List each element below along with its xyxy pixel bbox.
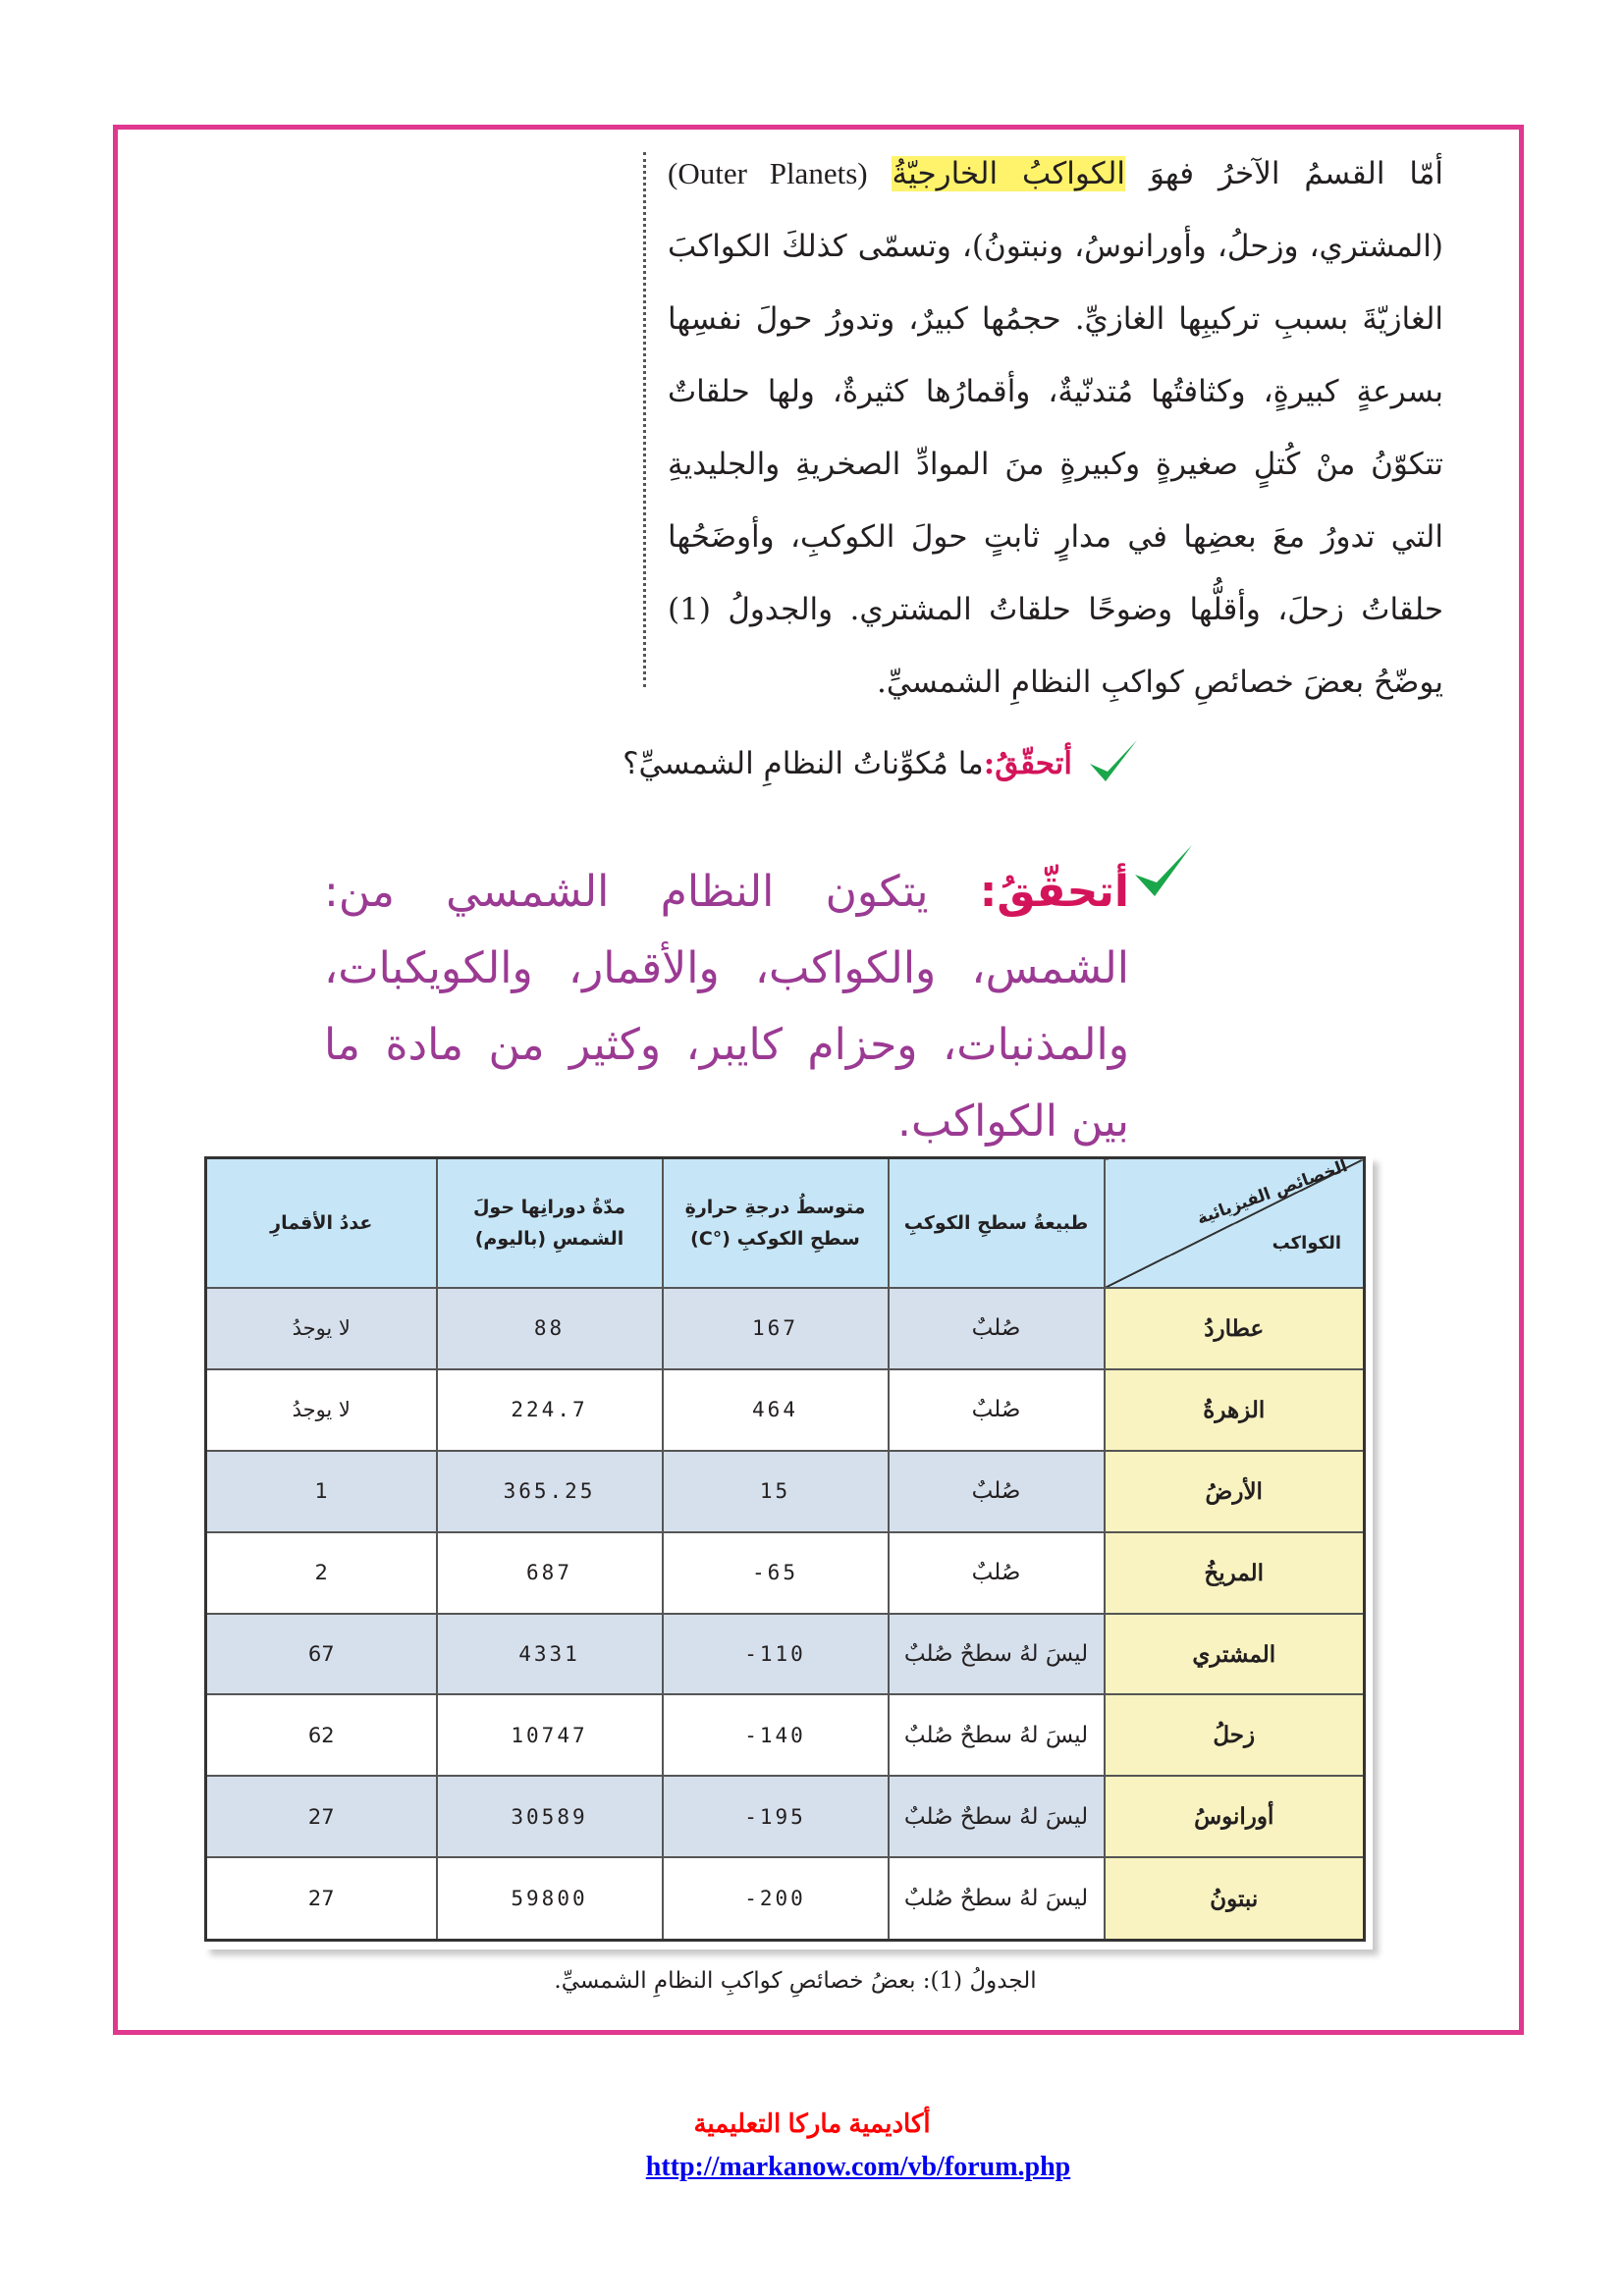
answer-label: أتحقّقُ: [979, 867, 1129, 917]
moons-cell: 27 [206, 1776, 437, 1857]
answer-checkmark-icon [1129, 839, 1198, 908]
moons-cell: 67 [206, 1614, 437, 1695]
planet-name-cell: المريخُ [1105, 1532, 1365, 1614]
temperature-cell: -110 [663, 1614, 889, 1695]
check-question-text: ما مُكوِّناتُ النظامِ الشمسيِّ؟ [623, 746, 984, 781]
check-question-label: أتحقّقُ: [983, 746, 1072, 781]
surface-cell: صُلبٌ [889, 1288, 1105, 1369]
period-cell: 224.7 [437, 1369, 663, 1451]
table-row [206, 1369, 1365, 1451]
table-row [206, 1532, 1365, 1614]
paragraph-intro: أمّا القسمُ الآخرُ فهوَ [1149, 156, 1443, 191]
paragraph-body: (المشتري، وزحلُ، وأورانوسُ، ونبتونُ)، وتسمّى كذلكَ الكواكبَ الغازيّةَ بسببِ تركيبِها الغازيِّ. حجمُها كبيرٌ، وتدورُ حولَ نفسِها بسرعةٍ كبيرةٍ، وكثافتُها مُتدنّيةٌ، وأقمارُها كثيرةٌ، ولها حلقاتٌ تتكوّنُ منْ كُتلٍ صغيرةٍ وكبيرةٍ منَ الموادِّ الصخريةِ والجليديةِ التي تدورُ معَ بعضِها في مدارٍ ثابتٍ حولَ الكوكبِ، وأوضَحُها حلقاتُ زحلَ، وأقلُّها وضوحًا حلقاتُ المشتري. والجدولُ (1) يوضّحُ بعضَ خصائصِ كواكبِ النظامِ الشمسيِّ. [668, 229, 1443, 700]
surface-cell: ليسَ لهُ سطحٌ صُلبٌ [889, 1694, 1105, 1776]
table-row [206, 1857, 1365, 1940]
planets-table [204, 1156, 1366, 1942]
moons-cell: 27 [206, 1857, 437, 1940]
surface-cell: صُلبٌ [889, 1451, 1105, 1532]
surface-cell: صُلبٌ [889, 1369, 1105, 1451]
temperature-cell: -200 [663, 1857, 889, 1940]
english-term: (Outer Planets) [668, 156, 868, 190]
temperature-cell: 167 [663, 1288, 889, 1369]
header-moons: عددُ الأقمارِ [206, 1158, 437, 1289]
moons-cell: لا يوجدُ [206, 1369, 437, 1451]
outer-planets-paragraph [668, 137, 1443, 719]
planet-name-cell: عطاردُ [1105, 1288, 1365, 1369]
temperature-cell: -140 [663, 1694, 889, 1776]
moons-cell: 62 [206, 1694, 437, 1776]
highlighted-term: الكواكبُ الخارجيّةُ [892, 156, 1126, 191]
header-temperature: متوسطُ درجةِ حرارةِ سطحِ الكوكبِ (°C) [663, 1158, 889, 1289]
surface-cell: ليسَ لهُ سطحٌ صُلبٌ [889, 1857, 1105, 1940]
period-cell: 88 [437, 1288, 663, 1369]
header-planets-label: الكواكب [1272, 1233, 1341, 1254]
footer-link[interactable]: http://markanow.com/vb/forum.php [645, 2152, 1071, 2182]
planet-name-cell: زحلُ [1105, 1694, 1365, 1776]
surface-cell: صُلبٌ [889, 1532, 1105, 1614]
period-cell: 365.25 [437, 1451, 663, 1532]
temperature-cell: 464 [663, 1369, 889, 1451]
header-diagonal-cell [1105, 1155, 1365, 1289]
dotted-divider [643, 152, 646, 687]
period-cell: 687 [437, 1532, 663, 1614]
check-question [623, 734, 1143, 793]
table-row [206, 1776, 1365, 1857]
surface-cell: ليسَ لهُ سطحٌ صُلبٌ [889, 1614, 1105, 1695]
planet-name-cell: الأرضُ [1105, 1451, 1365, 1532]
surface-cell: ليسَ لهُ سطحٌ صُلبٌ [889, 1776, 1105, 1857]
table-row [206, 1288, 1365, 1369]
temperature-cell: 15 [663, 1451, 889, 1532]
temperature-cell: -65 [663, 1532, 889, 1614]
planet-name-cell: نبتونُ [1105, 1857, 1365, 1940]
header-surface: طبيعةُ سطحِ الكوكبِ [889, 1158, 1105, 1289]
table-row [206, 1451, 1365, 1532]
temperature-cell: -195 [663, 1776, 889, 1857]
header-properties-label: الخصائص الفيزيائية [1193, 1155, 1350, 1230]
table-row [206, 1694, 1365, 1776]
period-cell: 4331 [437, 1614, 663, 1695]
moons-cell: لا يوجدُ [206, 1288, 437, 1369]
planet-name-cell: أورانوسُ [1105, 1776, 1365, 1857]
planets-table-wrapper [204, 1156, 1373, 1949]
planet-name-cell: الزهرةُ [1105, 1369, 1365, 1451]
moons-cell: 1 [206, 1451, 437, 1532]
period-cell: 30589 [437, 1776, 663, 1857]
planet-name-cell: المشتري [1105, 1614, 1365, 1695]
answer-text: يتكون النظام الشمسي من: الشمس، والكواكب، والأقمار، والكويكبات، والمذنبات، وحزام كايبر، وكثير من مادة ما بين الكواكب. [324, 867, 1129, 1147]
moons-cell: 2 [206, 1532, 437, 1614]
period-cell: 59800 [437, 1857, 663, 1940]
checkmark-icon [1084, 734, 1143, 793]
table-row [206, 1614, 1365, 1695]
period-cell: 10747 [437, 1694, 663, 1776]
header-period: مدّةُ دورانِها حولَ الشمسِ (باليوم) [437, 1158, 663, 1289]
table-caption: الجدولُ (1): بعضُ خصائصِ كواكبِ النظامِ الشمسيِّ. [554, 1968, 1037, 1994]
check-answer [324, 854, 1129, 1160]
footer-title: أكاديمية ماركا التعليمية [693, 2109, 931, 2138]
